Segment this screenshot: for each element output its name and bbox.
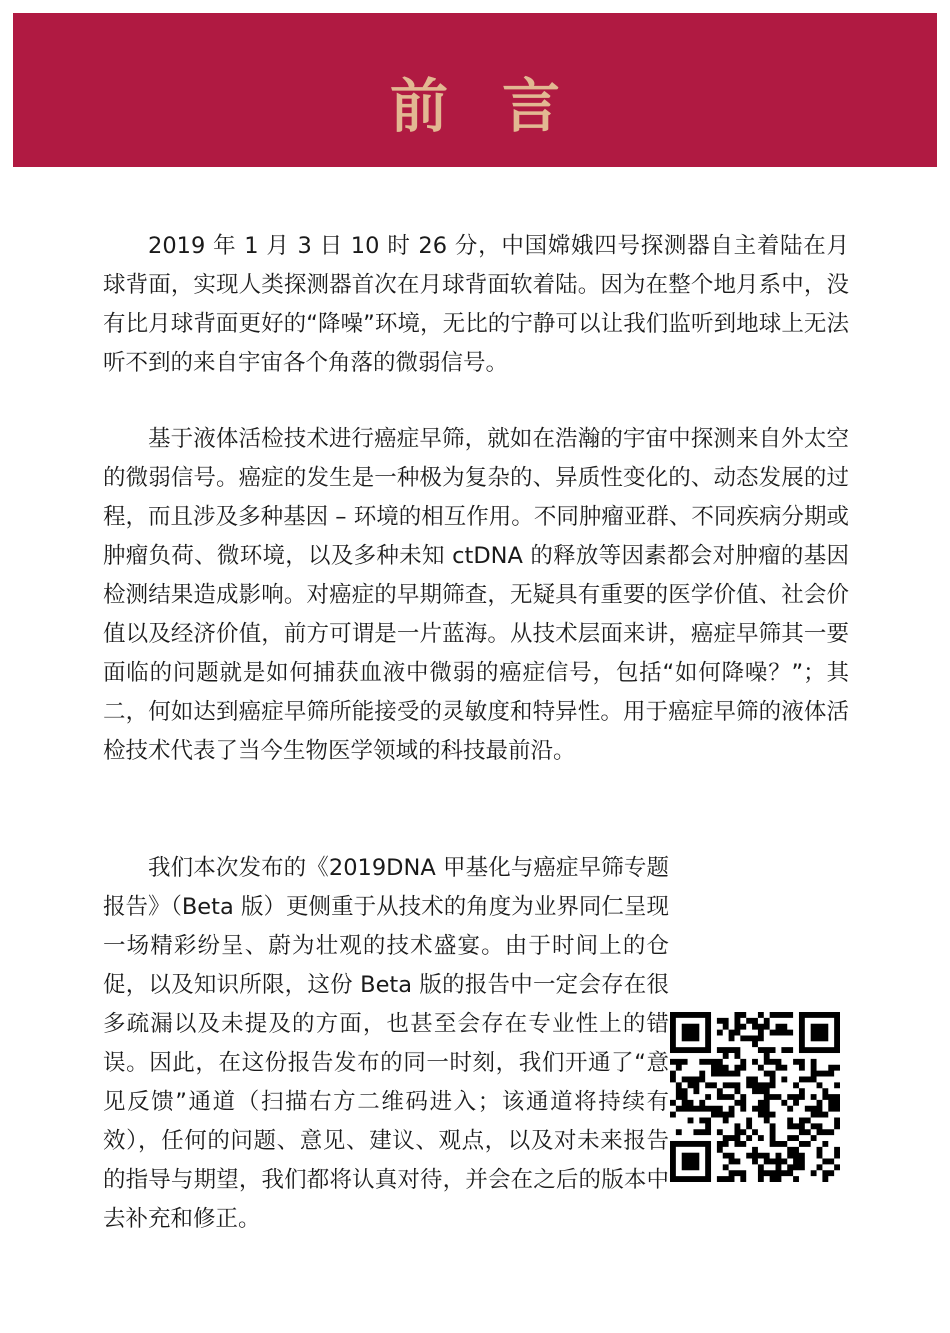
header-banner [13, 13, 937, 167]
paragraph-liquid-biopsy: 基于液体活检技术进行癌症早筛，就如在浩瀚的宇宙中探测来自外太空的微弱信号。癌症的发生是一种极为复杂的、异质性变化的、动态发展的过程，而且涉及多种基因 – 环境的相互作用。不同肿瘤亚群、不同疾病分期或肿瘤负荷、微环境，以及多种未知 ctDNA 的释放等因素都会对肿瘤的基因检测结果造成影响。对癌症的早期筛查，无疑具有重要的医学价值、社会价值以及经济价值，前方可谓是一片蓝海。从技术层面来讲，癌症早筛其一要面临的问题就是如何捕获血液中微弱的癌症信号，包括“如何降噪？”；其二，何如达到癌症早筛所能接受的灵敏度和特异性。用于癌症早筛的液体活检技术代表了当今生物医学领域的科技最前沿。 [103, 426, 849, 764]
paragraph-report-feedback: 我们本次发布的《2019DNA 甲基化与癌症早筛专题报告》（Beta 版）更侧重于从技术的角度为业界同仁呈现一场精彩纷呈、蔚为壮观的技术盛宴。由于时间上的仓促，以及知识所限，这份 Beta 版的报告中一定会存在很多疏漏以及未提及的方面，也甚至会存在专业性上的错误。因此，在这份报告发布的同一时刻，我们开通了“意见反馈”通道（扫描右方二维码进入；该通道将持续有效），任何的问题、意见、建议、观点，以及对未来报告的指导与期望，我们都将认真对待，并会在之后的版本中去补充和修正。 [103, 855, 669, 1232]
page-title: 前言 [389, 72, 614, 140]
paragraph-intro: 2019 年 1 月 3 日 10 时 26 分，中国嫦娥四号探测器自主着陆在月球背面，实现人类探测器首次在月球背面软着陆。因为在整个地月系中，没有比月球背面更好的“降噪”环境，无比的宁静可以让我们监听到地球上无法听不到的来自宇宙各个角落的微弱信号。 [103, 233, 849, 376]
